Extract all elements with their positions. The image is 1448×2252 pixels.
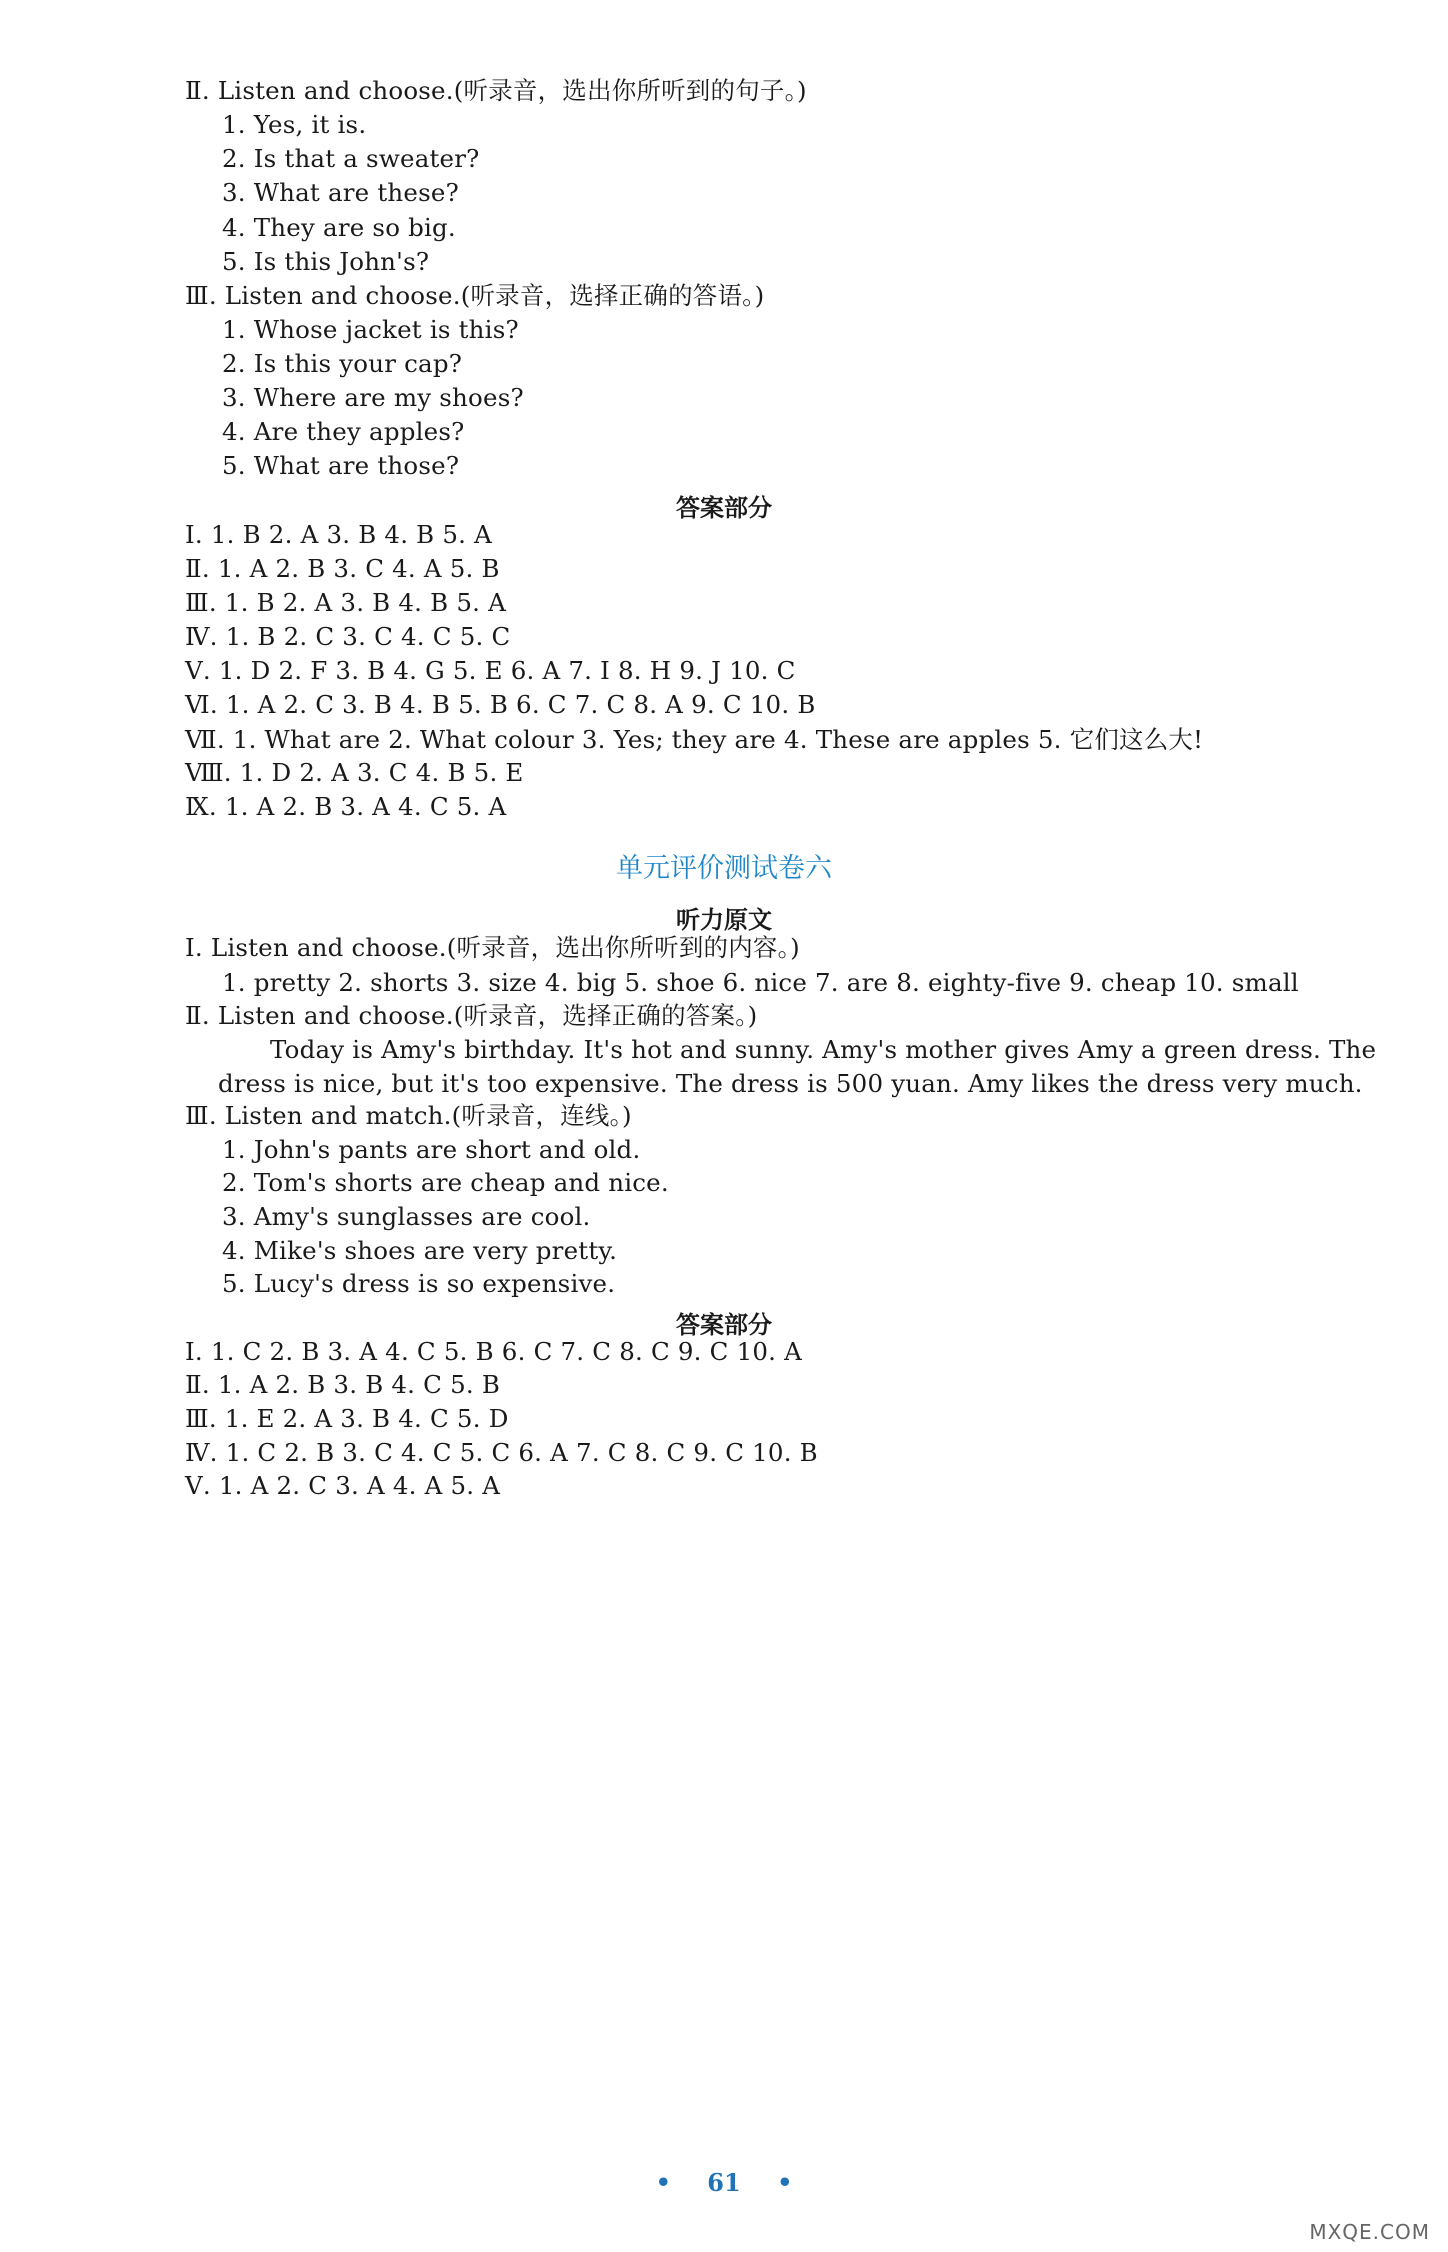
page-dot-right: •	[777, 2168, 793, 2197]
answer-row: Ⅴ. 1. D 2. F 3. B 4. G 5. E 6. A 7. I 8. H 9. J 10. C	[185, 656, 796, 685]
answer-row: Ⅰ. 1. B 2. A 3. B 4. B 5. A	[185, 520, 493, 549]
list-item: 3. What are these?	[222, 178, 459, 207]
word-list: 1. pretty 2. shorts 3. size 4. big 5. shoe 6. nice 7. are 8. eighty-five 9. cheap 10. small	[222, 968, 1299, 997]
list-item: 3. Where are my shoes?	[222, 383, 524, 412]
answer-row: Ⅳ. 1. B 2. C 3. C 4. C 5. C	[185, 622, 511, 651]
section-2-title: Ⅱ. Listen and choose.(听录音，选择正确的答案。)	[185, 1001, 758, 1030]
answer-row: Ⅵ. 1. A 2. C 3. B 4. B 5. B 6. C 7. C 8. A 9. C 10. B	[185, 690, 816, 719]
answer-row: Ⅳ. 1. C 2. B 3. C 4. C 5. C 6. A 7. C 8. C 9. C 10. B	[185, 1438, 818, 1467]
unit-title: 单元评价测试卷六	[616, 853, 832, 884]
page-number	[0, 2168, 1448, 2197]
listening-heading: 听力原文	[676, 906, 772, 934]
list-item: 1. Yes, it is.	[222, 110, 367, 139]
answer-row: Ⅸ. 1. A 2. B 3. A 4. C 5. A	[185, 792, 507, 821]
page-dot-left: •	[655, 2168, 671, 2197]
answer-row: Ⅶ. 1. What are 2. What colour 3. Yes; they are 4. These are apples 5. 它们这么大!	[185, 725, 1204, 754]
watermark-text: MXQE.COM	[1309, 2220, 1430, 2244]
list-item: 2. Tom's shorts are cheap and nice.	[222, 1168, 669, 1197]
list-item: 5. Lucy's dress is so expensive.	[222, 1269, 616, 1298]
answer-row: Ⅷ. 1. D 2. A 3. C 4. B 5. E	[185, 758, 524, 787]
page-number-value: 61	[707, 2168, 741, 2197]
answer-row: Ⅲ. 1. E 2. A 3. B 4. C 5. D	[185, 1404, 509, 1433]
list-item: 3. Amy's sunglasses are cool.	[222, 1202, 591, 1231]
section-2-title: Ⅱ. Listen and choose.(听录音，选出你所听到的句子。)	[185, 76, 807, 105]
list-item: 5. Is this John's?	[222, 247, 430, 276]
answer-row: Ⅱ. 1. A 2. B 3. B 4. C 5. B	[185, 1370, 501, 1399]
list-item: 4. They are so big.	[222, 213, 456, 242]
list-item: 2. Is this your cap?	[222, 349, 463, 378]
list-item: 5. What are those?	[222, 451, 460, 480]
answer-row: Ⅰ. 1. C 2. B 3. A 4. C 5. B 6. C 7. C 8. C 9. C 10. A	[185, 1337, 803, 1366]
passage-line: Today is Amy's birthday. It's hot and sunny. Amy's mother gives Amy a green dress. The	[270, 1035, 1377, 1064]
list-item: 4. Are they apples?	[222, 417, 465, 446]
list-item: 1. Whose jacket is this?	[222, 315, 519, 344]
list-item: 1. John's pants are short and old.	[222, 1135, 641, 1164]
section-1-title: Ⅰ. Listen and choose.(听录音，选出你所听到的内容。)	[185, 933, 800, 962]
answers-heading: 答案部分	[676, 494, 772, 522]
section-3-title: Ⅲ. Listen and choose.(听录音，选择正确的答语。)	[185, 281, 765, 310]
answer-row: Ⅲ. 1. B 2. A 3. B 4. B 5. A	[185, 588, 506, 617]
list-item: 2. Is that a sweater?	[222, 144, 480, 173]
section-3-title: Ⅲ. Listen and match.(听录音，连线。)	[185, 1101, 632, 1130]
answers-heading: 答案部分	[676, 1311, 772, 1339]
list-item: 4. Mike's shoes are very pretty.	[222, 1236, 618, 1265]
passage-line: dress is nice, but it's too expensive. The dress is 500 yuan. Amy likes the dress very much.	[218, 1069, 1363, 1098]
answer-row: Ⅱ. 1. A 2. B 3. C 4. A 5. B	[185, 554, 500, 583]
answer-row: Ⅴ. 1. A 2. C 3. A 4. A 5. A	[185, 1471, 501, 1500]
